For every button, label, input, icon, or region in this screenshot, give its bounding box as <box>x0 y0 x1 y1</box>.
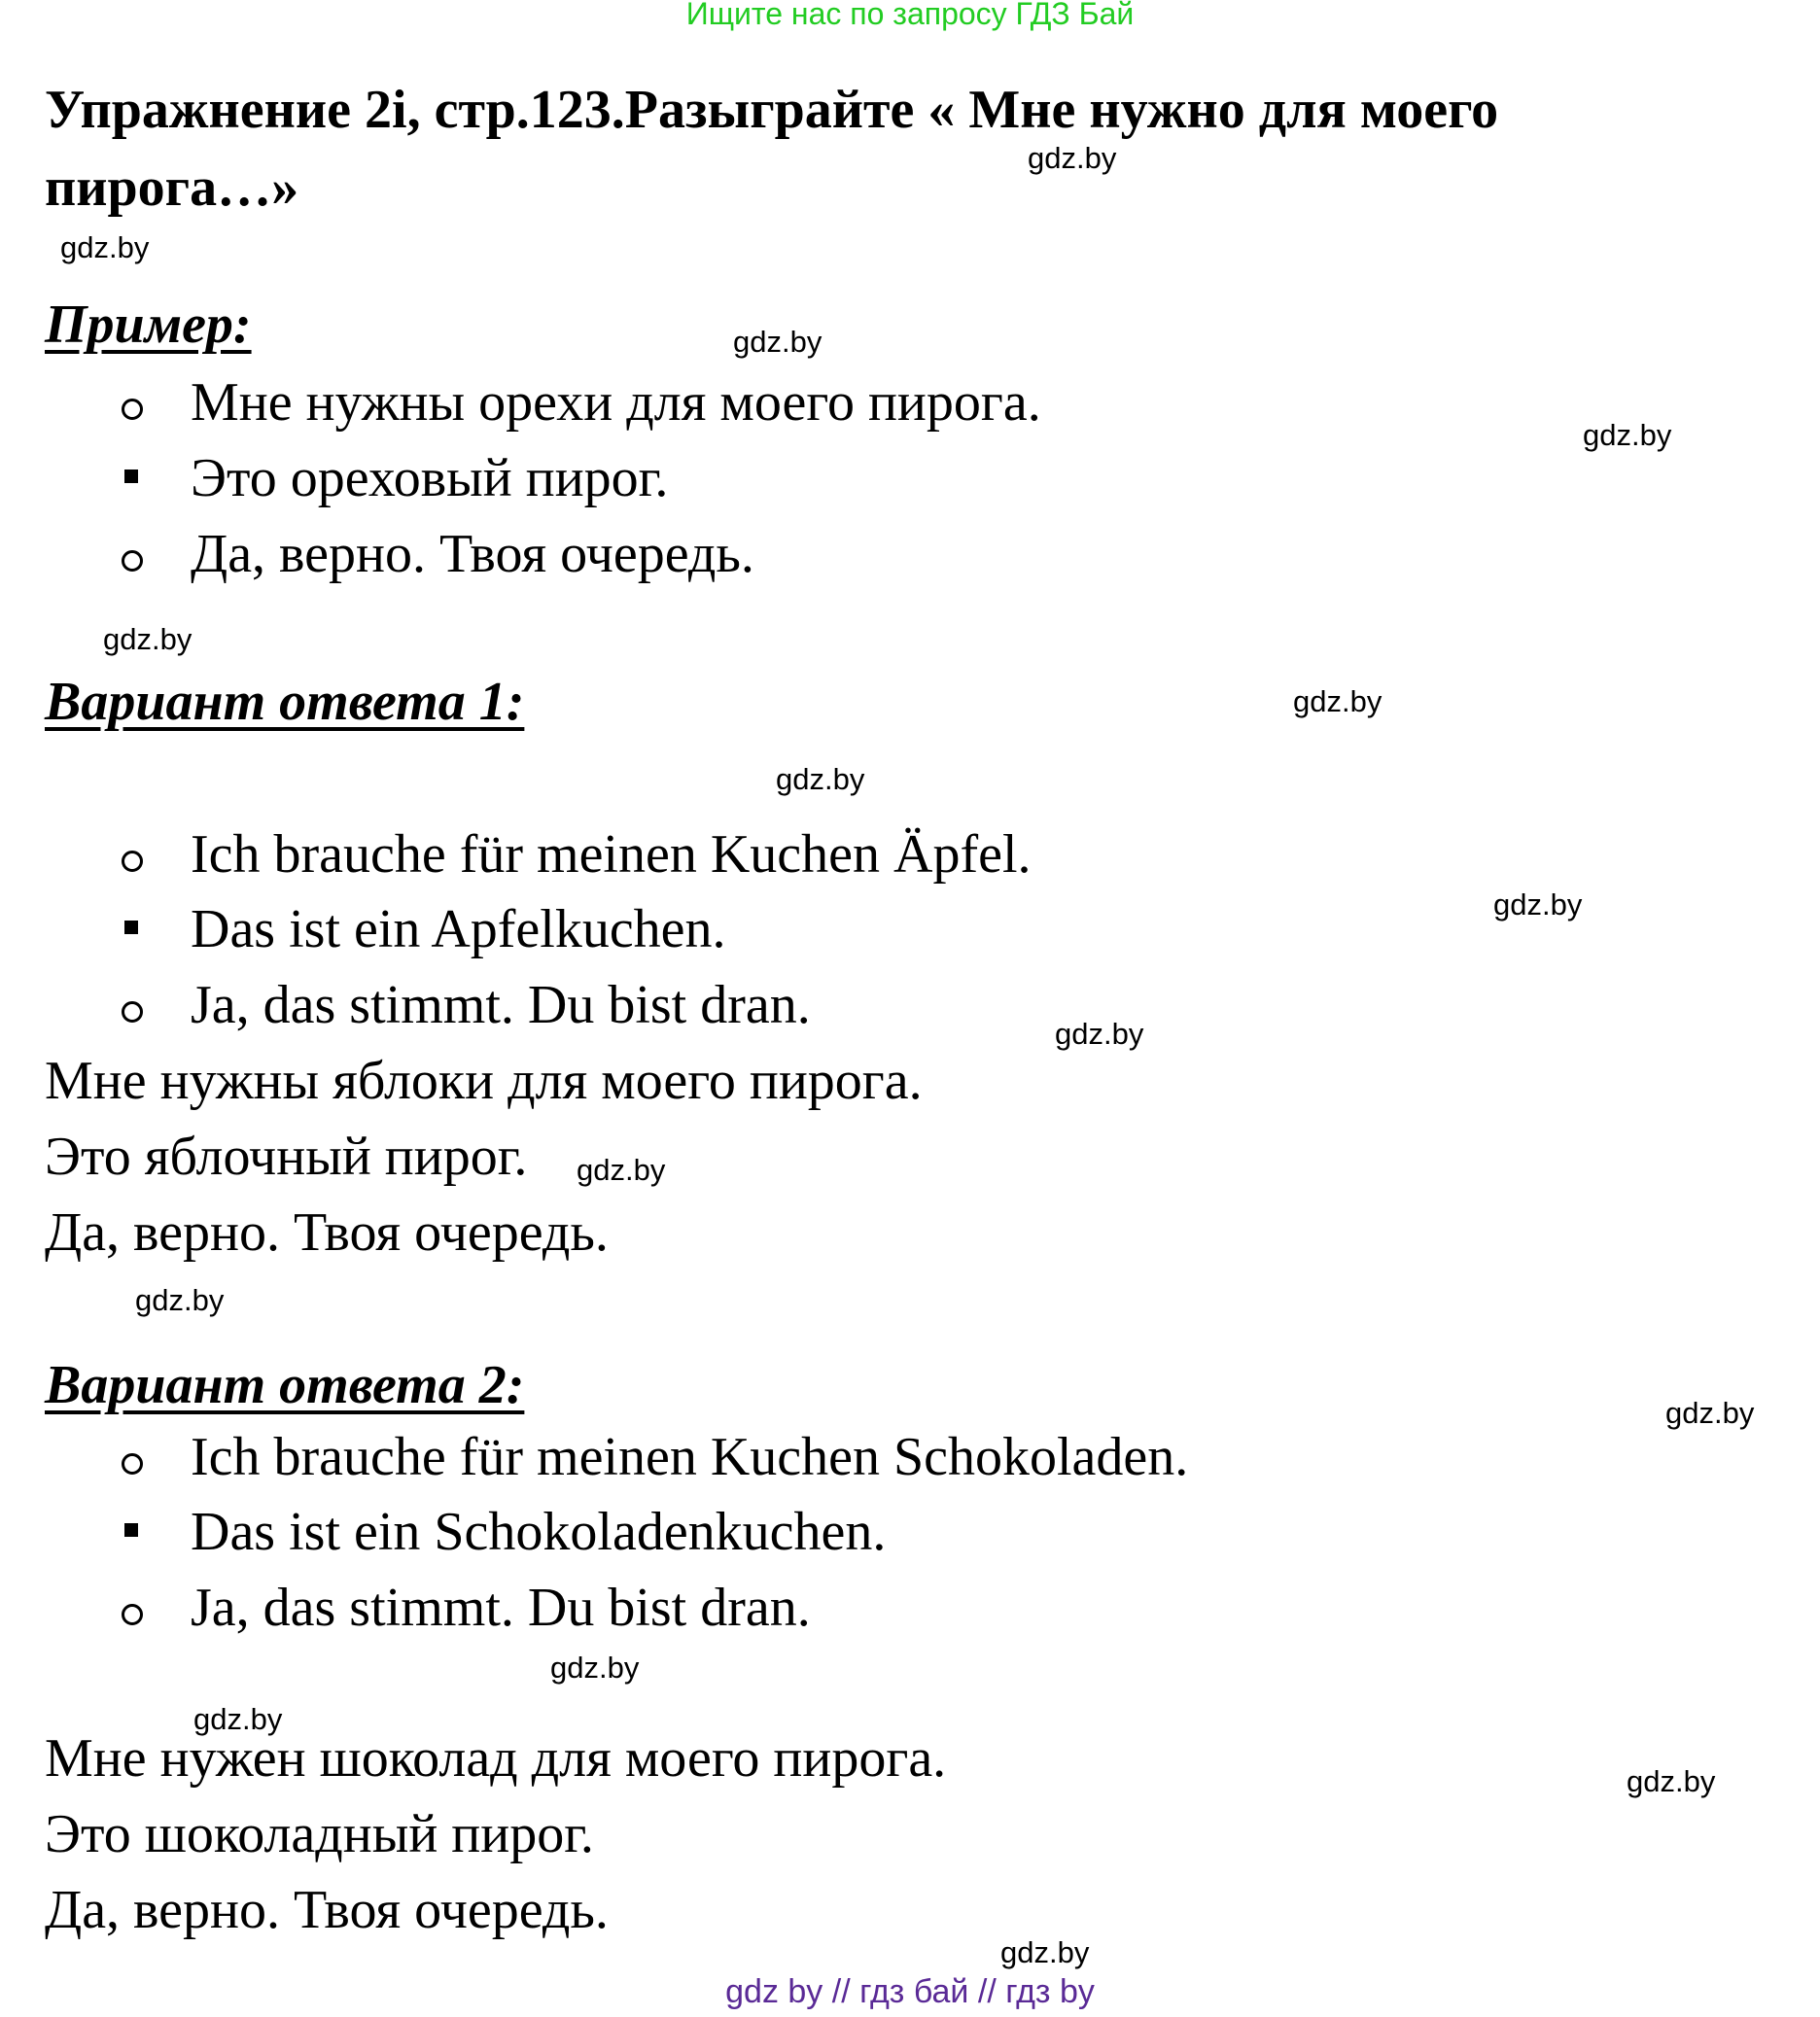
footer-links[interactable]: gdz by // гдз бай // гдз by <box>725 1973 1095 2010</box>
circle-bullet-icon <box>122 399 143 420</box>
variant2-line-3: Ja, das stimmt. Du bist dran. <box>191 1578 811 1638</box>
watermark: gdz.by <box>776 762 865 796</box>
variant2-line-1: Ich brauche für meinen Kuchen Schokoladen. <box>191 1427 1189 1487</box>
variant1-line-2: Das ist ein Apfelkuchen. <box>191 899 726 959</box>
watermark: gdz.by <box>1000 1935 1090 1969</box>
circle-bullet-icon <box>122 1453 143 1475</box>
square-bullet-icon <box>124 469 138 483</box>
watermark: gdz.by <box>1028 141 1117 175</box>
square-bullet-icon <box>124 921 138 934</box>
example-line-2: Это ореховый пирог. <box>191 448 669 508</box>
circle-bullet-icon <box>122 550 143 572</box>
watermark: gdz.by <box>550 1651 640 1685</box>
watermark: gdz.by <box>1665 1396 1755 1430</box>
example-heading: Пример: <box>45 295 252 355</box>
variant2-translation-1: Мне нужен шоколад для моего пирога. <box>45 1728 947 1789</box>
exercise-title: Упражнение 2i, стр.123.Разыграйте « Мне нужно для моего пирога…» <box>45 80 1499 218</box>
watermark: gdz.by <box>1627 1764 1716 1798</box>
example-line-3: Да, верно. Твоя очередь. <box>191 524 754 584</box>
circle-bullet-icon <box>122 1001 143 1023</box>
variant1-line-1: Ich brauche für meinen Kuchen Äpfel. <box>191 824 1032 885</box>
watermark: gdz.by <box>193 1702 283 1736</box>
circle-bullet-icon <box>122 851 143 872</box>
watermark: gdz.by <box>60 230 150 264</box>
variant1-translation-2: Это яблочный пирог. <box>45 1127 528 1187</box>
example-line-1: Мне нужны орехи для моего пирога. <box>191 372 1041 433</box>
watermark: gdz.by <box>103 622 192 656</box>
variant1-translation-3: Да, верно. Твоя очередь. <box>45 1202 609 1263</box>
variant1-line-3: Ja, das stimmt. Du bist dran. <box>191 975 811 1035</box>
variant2-translation-2: Это шоколадный пирог. <box>45 1804 594 1864</box>
variant2-translation-3: Да, верно. Твоя очередь. <box>45 1880 609 1940</box>
watermark: gdz.by <box>577 1153 666 1187</box>
watermark: gdz.by <box>135 1283 225 1317</box>
variant2-line-2: Das ist ein Schokoladenkuchen. <box>191 1502 887 1562</box>
square-bullet-icon <box>124 1523 138 1537</box>
watermark: gdz.by <box>1583 418 1672 452</box>
top-banner[interactable]: Ищите нас по запросу ГДЗ Бай <box>685 0 1135 31</box>
watermark: gdz.by <box>733 325 822 359</box>
watermark: gdz.by <box>1055 1017 1144 1051</box>
watermark: gdz.by <box>1493 887 1583 922</box>
circle-bullet-icon <box>122 1604 143 1625</box>
watermark: gdz.by <box>1293 684 1382 718</box>
variant1-heading: Вариант ответа 1: <box>45 672 525 732</box>
variant2-heading: Вариант ответа 2: <box>45 1355 525 1415</box>
variant1-translation-1: Мне нужны яблоки для моего пирога. <box>45 1051 923 1111</box>
